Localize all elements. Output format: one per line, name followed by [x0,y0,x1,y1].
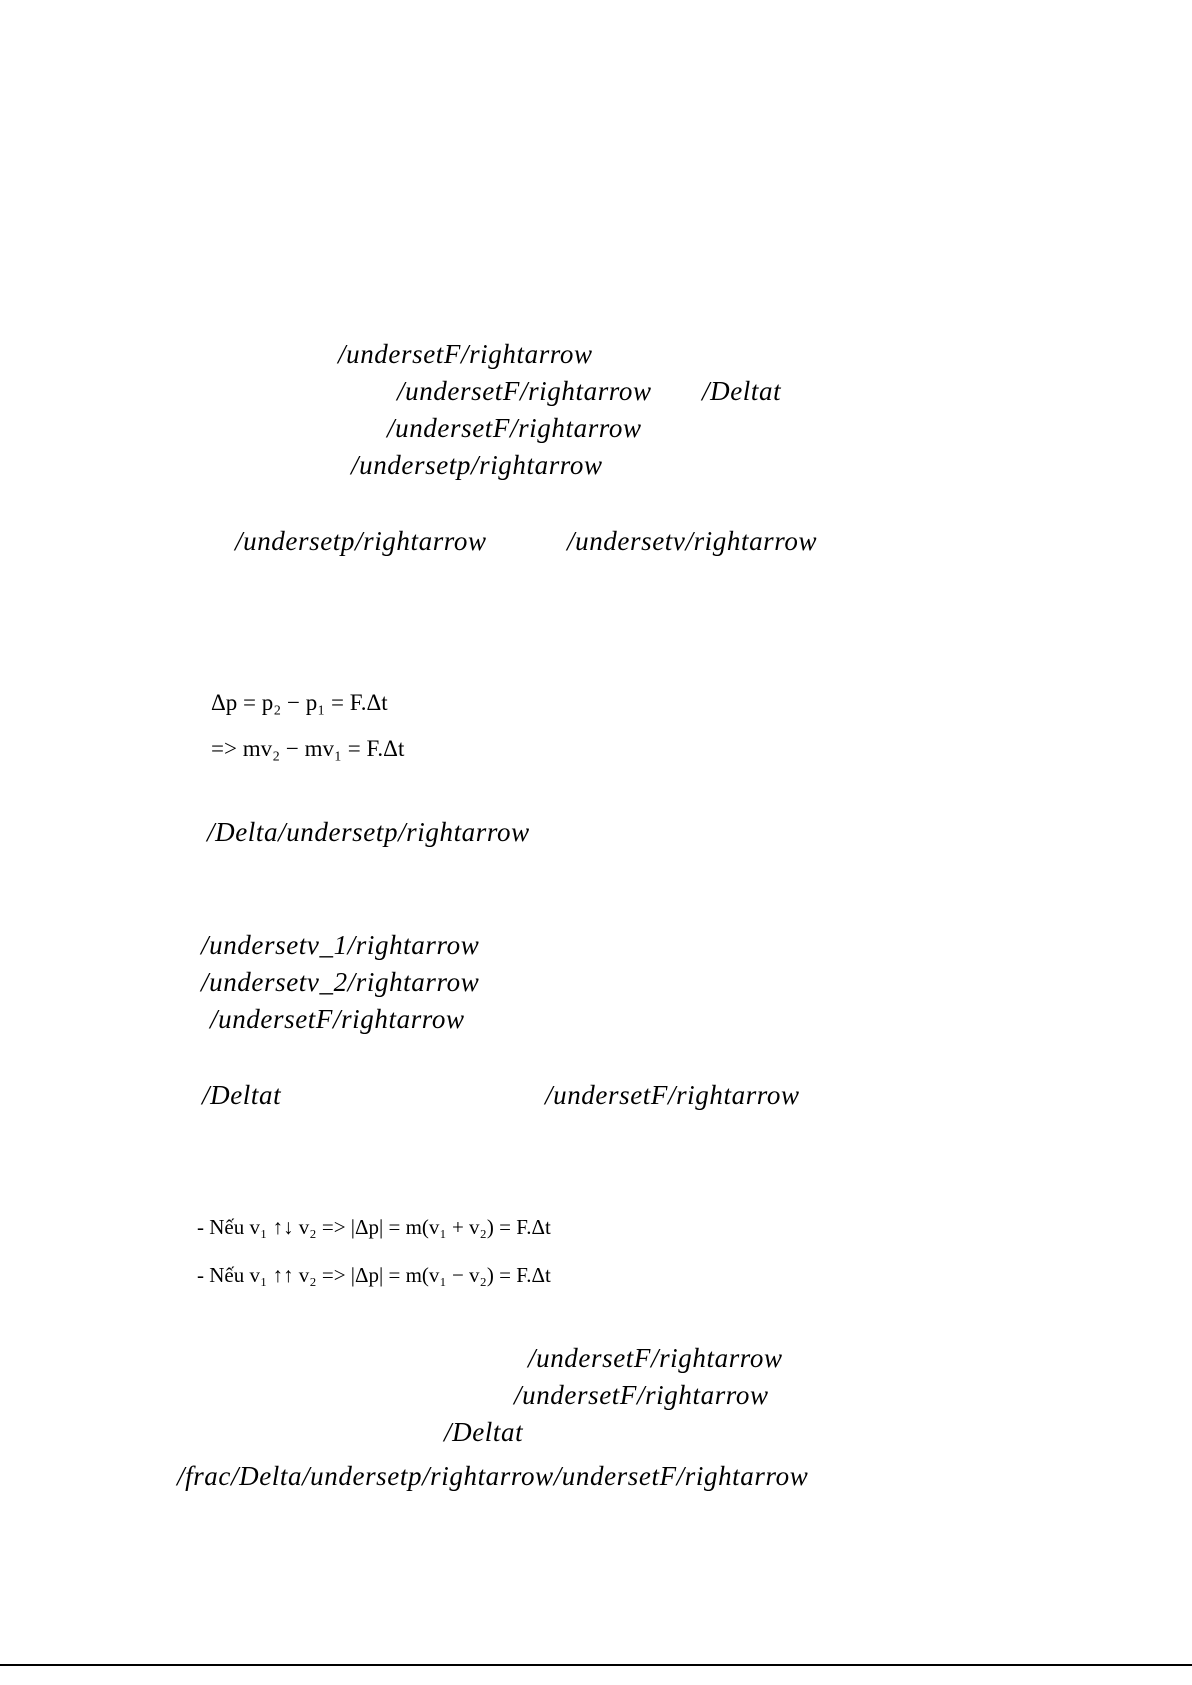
latex-fragment: /undersetv/rightarrow [567,526,818,556]
case-formula-line-2: - Nếu v₁ ↑↑ v₂ => |Δp| = m(v₁ − v₂) = F.Δt [197,1263,551,1287]
latex-fragment: /undersetF/rightarrow [210,1004,465,1034]
case-formula-line-1: - Nếu v₁ ↑↓ v₂ => |Δp| = m(v₁ + v₂) = F.Δt [197,1215,551,1239]
latex-fragment: /Deltat [202,1080,282,1110]
latex-fragment: /frac/Delta/undersetp/rightarrow/undersetF/rightarrow [177,1461,809,1491]
latex-fragment: /undersetv_1/rightarrow [201,930,480,960]
latex-fragment: /undersetv_2/rightarrow [201,967,480,997]
latex-fragment: /undersetF/rightarrow [397,376,652,406]
latex-fragment: /undersetF/rightarrow [387,413,642,443]
latex-fragment: /Delta/undersetp/rightarrow [207,817,530,847]
latex-fragment: /undersetp/rightarrow [351,450,603,480]
momentum-formula-line-1: Δp = p₂ − p₁ = F.Δt [211,690,388,715]
momentum-formula-line-2: => mv₂ − mv₁ = F.Δt [211,736,405,761]
latex-fragment: /Deltat [444,1417,524,1447]
latex-fragment: /undersetF/rightarrow [545,1080,800,1110]
latex-fragment: /undersetF/rightarrow [338,339,593,369]
latex-fragment: /undersetF/rightarrow [514,1380,769,1410]
footer-divider [0,1664,1192,1666]
latex-fragment: /undersetp/rightarrow [235,526,487,556]
latex-fragment: /undersetF/rightarrow [528,1343,783,1373]
latex-fragment: /Deltat [702,376,782,406]
